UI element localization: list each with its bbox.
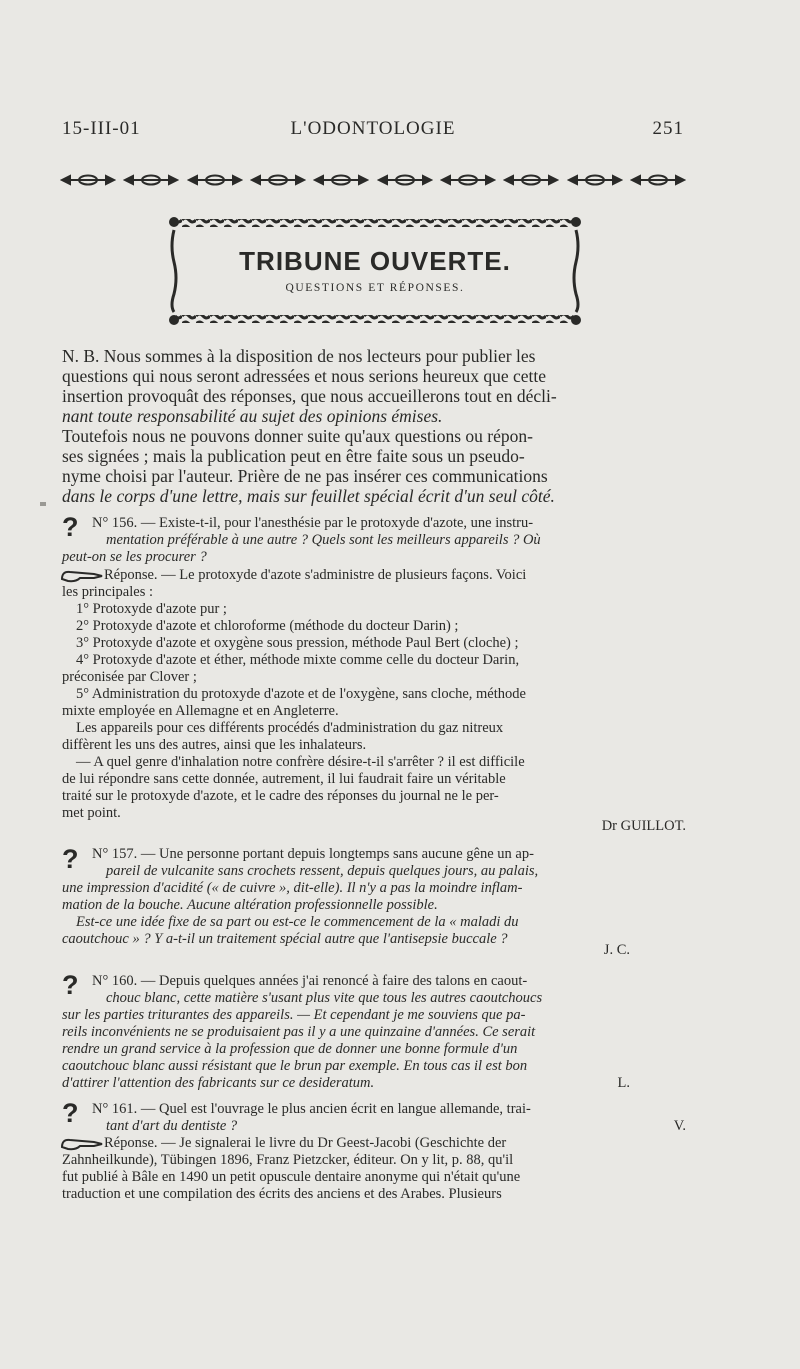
pointing-hand-icon [60, 569, 104, 583]
fleuron-ornament-icon [377, 173, 433, 187]
fleuron-ornament-icon [187, 173, 243, 187]
question-157-line: mation de la bouche. Aucune altération professionnelle possible. [62, 897, 438, 913]
question-mark-icon: ? [62, 844, 79, 874]
header-journal-title: L'ODONTOLOGIE [290, 118, 456, 139]
section-title: TRIBUNE OUVERTE. [239, 246, 511, 276]
question-mark-icon: ? [62, 1098, 79, 1128]
signature-guillot: Dr GUILLOT. [601, 818, 686, 834]
question-157-line: une impression d'acidité (« de cuivre », dit-elle). Il n'y a pas la moindre inflam- [62, 880, 523, 896]
fleuron-ornament-row [60, 172, 686, 188]
fleuron-ornament-icon [630, 173, 686, 187]
intro-line: insertion provoquât des réponses, que nous accueillerons tout en décli- [62, 386, 557, 406]
answer-156-line: les principales : [62, 584, 154, 600]
fleuron-ornament-icon [60, 173, 116, 187]
running-header [62, 118, 684, 142]
question-157-line: Est-ce une idée fixe de sa part ou est-ce le commencement de la « maladi du [76, 914, 519, 930]
intro-line: nant toute responsabilité au sujet des opinions émises. [62, 406, 443, 426]
signature-l: L. [617, 1075, 630, 1091]
pointing-hand-icon [60, 1137, 104, 1151]
question-mark-icon: ? [62, 970, 79, 1000]
answer-156-line: traité sur le protoxyde d'azote, et le cadre des réponses du journal ne le per- [62, 788, 499, 804]
question-mark-icon: ? [62, 512, 79, 542]
answer-156-line: 3° Protoxyde d'azote et oxygène sous pression, méthode Paul Bert (cloche) ; [76, 635, 519, 651]
question-157-line: caoutchouc » ? Y a-t-il un traitement spécial autre que l'antisepsie buccale ? [62, 931, 508, 947]
answer-156-line: préconisée par Clover ; [62, 669, 197, 685]
question-160-line: rendre un grand service à la profession que de donner une bonne formule d'un [62, 1041, 518, 1057]
answer-161-line: fut publié à Bâle en 1490 un petit opuscule dentaire anonyme qui n'était qu'une [62, 1169, 521, 1185]
question-156-line: N° 156. — Existe-t-il, pour l'anesthésie par le protoxyde d'azote, une instru- [92, 515, 534, 531]
question-160-line: chouc blanc, cette matière s'usant plus vite que tous les autres caoutchoucs [106, 990, 543, 1006]
intro-line: ses signées ; mais la publication peut en être faite sous un pseudo- [62, 446, 525, 466]
question-160-line: reils inconvénients ne se produisaient pas il y a une quinzaine d'années. Ce serait [62, 1024, 536, 1040]
section-subtitle: QUESTIONS ET RÉPONSES. [285, 282, 465, 294]
signature-jc: J. C. [603, 942, 630, 958]
question-156-line: peut-on se les procurer ? [62, 549, 207, 565]
answer-156-line: 4° Protoxyde d'azote et éther, méthode mixte comme celle du docteur Darin, [76, 652, 520, 668]
fleuron-ornament-icon [567, 173, 623, 187]
fleuron-ornament-icon [250, 173, 306, 187]
answer-161-line: Réponse. — Je signalerai le livre du Dr Geest-Jacobi (Geschichte der [104, 1135, 507, 1151]
answer-156-line: 2° Protoxyde d'azote et chloroforme (méthode du docteur Darin) ; [76, 618, 459, 634]
question-161-line: N° 161. — Quel est l'ouvrage le plus ancien écrit en langue allemande, trai- [92, 1101, 531, 1117]
header-page-number: 251 [652, 118, 684, 139]
fleuron-ornament-icon [313, 173, 369, 187]
answer-156-line: Les appareils pour ces différents procédés d'administration du gaz nitreux [76, 720, 504, 736]
question-160-line: d'attirer l'attention des fabricants sur ce desideratum. [62, 1075, 375, 1091]
intro-line: questions qui nous seront adressées et nous serions heureux que cette [62, 366, 547, 386]
question-160-line: sur les parties triturantes des appareils. — Et cependant je me souviens que pa- [62, 1007, 526, 1023]
answer-156-line: diffèrent les uns des autres, ainsi que les inhalateurs. [62, 737, 367, 753]
answer-161-line: Zahnheilkunde), Tübingen 1896, Franz Pietzcker, éditeur. On y lit, p. 88, qu'il [62, 1152, 514, 1168]
intro-line: Toutefois nous ne pouvons donner suite qu'aux questions ou répon- [62, 426, 533, 446]
answer-156-line: 5° Administration du protoxyde d'azote et de l'oxygène, sans cloche, méthode [76, 686, 526, 702]
intro-line: nyme choisi par l'auteur. Prière de ne pas insérer ces communications [62, 466, 548, 486]
answer-161-line: traduction et une compilation des écrits des anciens et des Arabes. Plusieurs [62, 1186, 502, 1202]
question-160-line: caoutchouc blanc aussi résistant que le brun par exemple. En tous cas il est bon [62, 1058, 528, 1074]
question-156-line: mentation préférable à une autre ? Quels sont les meilleurs appareils ? Où [106, 532, 541, 548]
answer-156-line: 1° Protoxyde d'azote pur ; [76, 601, 227, 617]
answer-156-line: — A quel genre d'inhalation notre confrère désire-t-il s'arrêter ? il est difficile [76, 754, 525, 770]
answer-156-line: de lui répondre sans cette donnée, autrement, il lui faudrait faire un véritable [62, 771, 506, 787]
answer-156-line: met point. [62, 805, 121, 821]
answer-156-line: mixte employée en Allemagne et en Angleterre. [62, 703, 339, 719]
question-157-line: pareil de vulcanite sans crochets ressent, depuis quelques jours, au palais, [106, 863, 539, 879]
question-157-line: N° 157. — Une personne portant depuis longtemps sans aucune gêne un ap- [92, 846, 534, 862]
question-161-line: tant d'art du dentiste ? [106, 1118, 238, 1134]
fleuron-ornament-icon [123, 173, 179, 187]
intro-line: dans le corps d'une lettre, mais sur feuillet spécial écrit d'un seul côté. [62, 486, 555, 506]
answer-156-line: Réponse. — Le protoxyde d'azote s'administre de plusieurs façons. Voici [104, 567, 527, 583]
question-160-line: N° 160. — Depuis quelques années j'ai renoncé à faire des talons en caout- [92, 973, 528, 989]
fleuron-ornament-icon [503, 173, 559, 187]
intro-line: N. B. Nous sommes à la disposition de nos lecteurs pour publier les [62, 346, 536, 366]
header-date: 15-III-01 [62, 118, 141, 139]
margin-mark [40, 502, 46, 506]
signature-v: V. [673, 1118, 686, 1134]
fleuron-ornament-icon [440, 173, 496, 187]
